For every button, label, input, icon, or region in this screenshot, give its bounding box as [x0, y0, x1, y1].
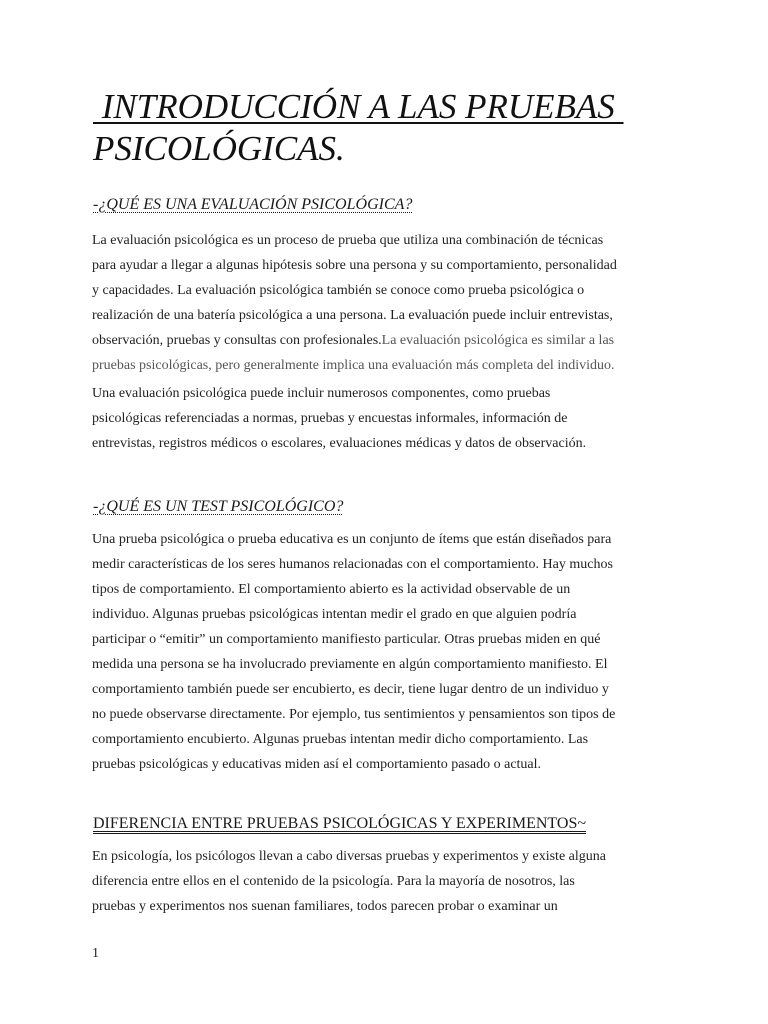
text-line: pruebas y experimentos nos suenan familiares, todos parecen probar o examinar un [92, 899, 558, 914]
text-span: observación, pruebas y consultas con profesionales. [92, 333, 382, 348]
text-line: entrevistas, registros médicos o escolares, evaluaciones médicas y datos de observación. [92, 436, 587, 451]
text-line: pruebas psicológicas, pero generalmente implica una evaluación más completa del individuo. [92, 358, 615, 373]
paragraph-evaluacion-2 [92, 381, 682, 456]
text-line: y capacidades. La evaluación psicológica también se conoce como prueba psicológica o [92, 283, 585, 298]
title-line-2: PSICOLÓGICAS. [93, 129, 345, 168]
text-line: medida una persona se ha involucrado previamente en algún comportamiento manifiesto. El [92, 657, 608, 672]
paragraph-diferencia [92, 844, 682, 919]
text-line: individuo. Algunas pruebas psicológicas intentan medir el grado en que alguien podría [92, 607, 577, 622]
section-heading-evaluacion: -¿QUÉ ES UNA EVALUACIÓN PSICOLÓGICA? [93, 196, 413, 213]
text-line: pruebas psicológicas y educativas miden así el comportamiento pasado o actual. [92, 757, 542, 772]
text-line: participar o “emitir” un comportamiento manifiesto particular. Otras pruebas miden en qué [92, 632, 601, 647]
title-line-1: INTRODUCCIÓN A LAS PRUEBAS [93, 87, 624, 126]
text-line: psicológicas referenciadas a normas, pruebas y encuestas informales, información de [92, 411, 568, 426]
text-line: Una prueba psicológica o prueba educativa es un conjunto de ítems que están diseñados para [92, 532, 612, 547]
text-line: En psicología, los psicólogos llevan a cabo diversas pruebas y experimentos y existe alguna [92, 849, 606, 864]
text-line: no puede observarse directamente. Por ejemplo, tus sentimientos y pensamientos son tipos de [92, 707, 616, 722]
text-line: tipos de comportamiento. El comportamiento abierto es la actividad observable de un [92, 582, 571, 597]
paragraph-evaluacion-1 [92, 228, 682, 378]
section-heading-diferencia: DIFERENCIA ENTRE PRUEBAS PSICOLÓGICAS Y EXPERIMENTOS~ [93, 815, 586, 832]
section-heading-test: -¿QUÉ ES UN TEST PSICOLÓGICO? [93, 498, 344, 515]
text-line: Una evaluación psicológica puede incluir numerosos componentes, como pruebas [92, 386, 551, 401]
text-line: La evaluación psicológica es un proceso de prueba que utiliza una combinación de técnicas [92, 233, 604, 248]
text-line: para ayudar a llegar a algunas hipótesis sobre una persona y su comportamiento, personalidad [92, 258, 617, 273]
paragraph-test [92, 527, 682, 777]
text-line: comportamiento encubierto. Algunas pruebas intentan medir dicho comportamiento. Las [92, 732, 589, 747]
page-title [93, 86, 693, 170]
page-number: 1 [92, 946, 99, 961]
text-span-soft: La evaluación psicológica es similar a las [381, 333, 615, 348]
text-line: realización de una batería psicológica a una persona. La evaluación puede incluir entrevistas, [92, 308, 613, 323]
text-line [92, 328, 682, 353]
text-line: medir características de los seres humanos relacionadas con el comportamiento. Hay muchos [92, 557, 613, 572]
text-line: diferencia entre ellos en el contenido de la psicología. Para la mayoría de nosotros, las [92, 874, 575, 889]
text-line: comportamiento también puede ser encubierto, es decir, tiene lugar dentro de un individuo y [92, 682, 609, 697]
